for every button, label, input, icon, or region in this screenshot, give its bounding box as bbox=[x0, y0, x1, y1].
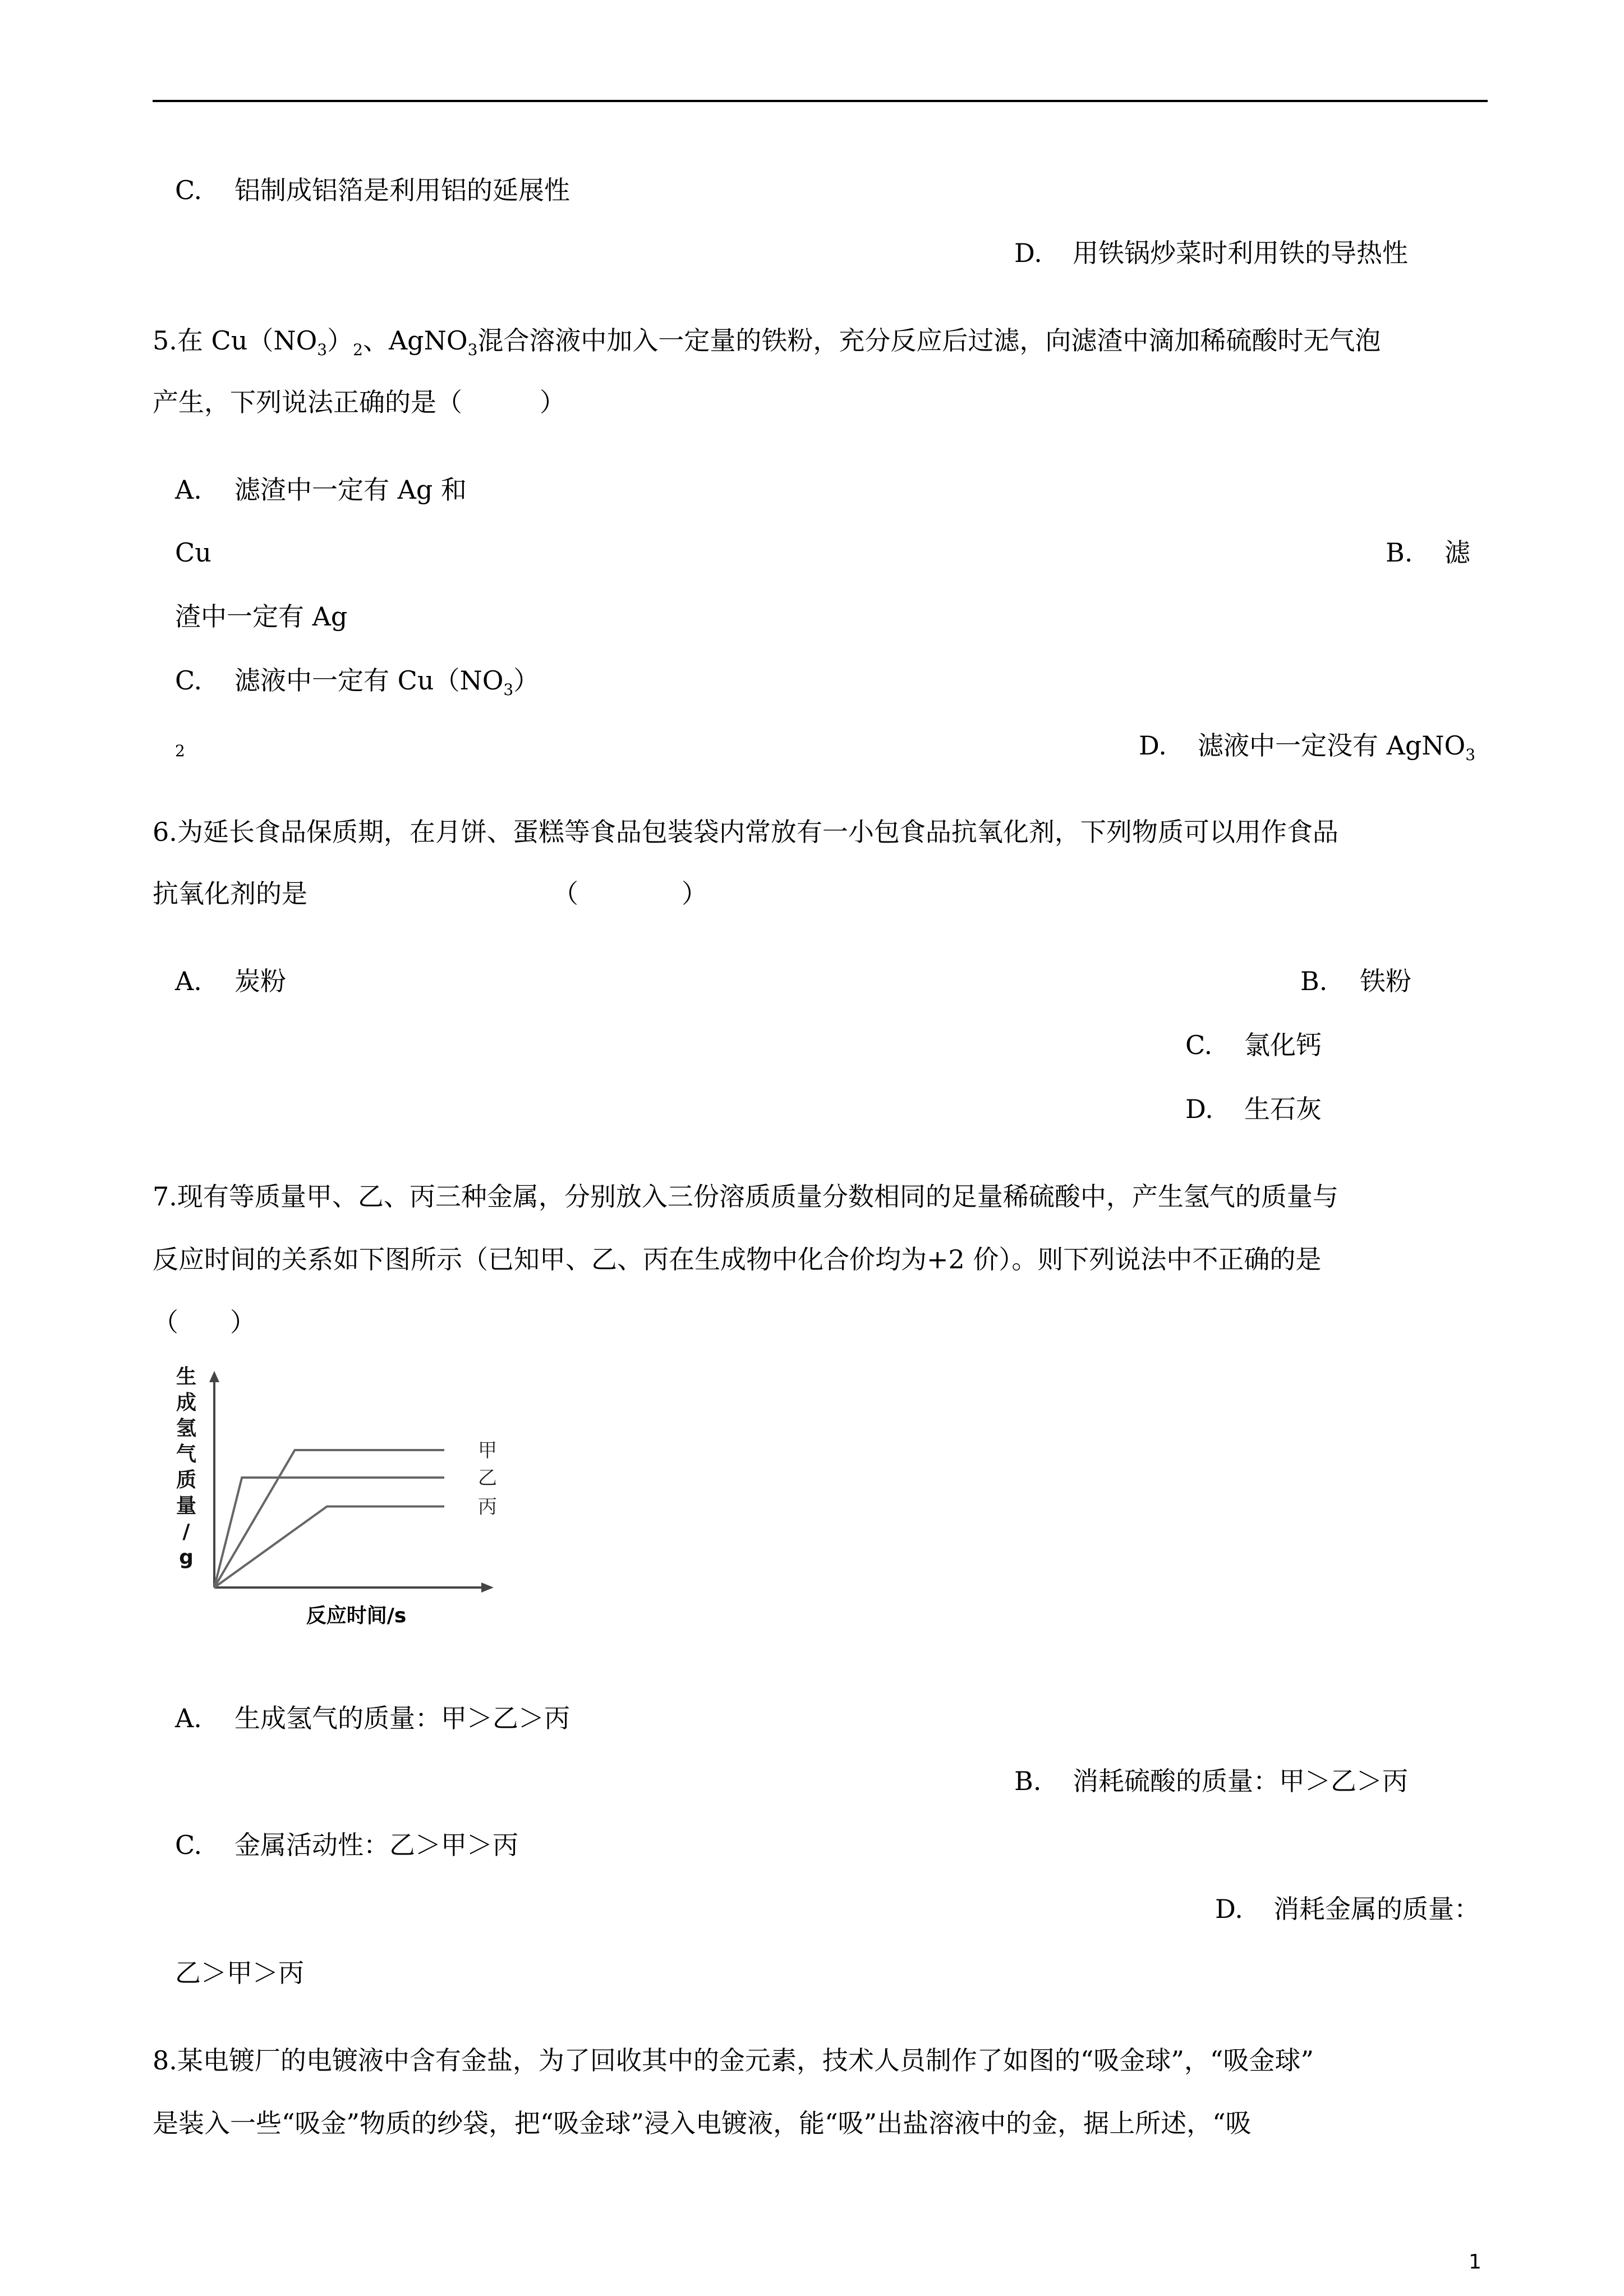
q6-option-d-text: 生石灰 bbox=[1244, 1094, 1322, 1124]
page-number: 1 bbox=[1469, 2251, 1482, 2274]
q7-option-d-text-cont: 乙＞甲＞丙 bbox=[175, 1958, 304, 1988]
q7-option-a-text: 生成氢气的质量：甲＞乙＞丙 bbox=[234, 1703, 570, 1733]
chart-series-label-2: 乙 bbox=[478, 1467, 497, 1489]
q4-option-c-text: 铝制成铝箔是利用铝的延展性 bbox=[234, 175, 570, 205]
q7-option-d-text: 消耗金属的质量： bbox=[1273, 1894, 1480, 1924]
chart-x-axis-arrow bbox=[481, 1582, 494, 1593]
q5-option-a-letter: A. bbox=[175, 475, 202, 505]
chart-series-line-2 bbox=[214, 1478, 444, 1588]
q5-option-b-letter: B. bbox=[1386, 537, 1413, 568]
q5-option-d-text: 滤液中一定没有 AgNO$_3$ bbox=[1198, 730, 1476, 764]
q5-stem-line2: 产生，下列说法正确的是（ ） bbox=[153, 387, 565, 417]
q7-option-b-letter: B. bbox=[1014, 1766, 1042, 1796]
q5-option-b-text: 滤 bbox=[1444, 537, 1470, 568]
chart-y-label-char: 气 bbox=[176, 1443, 197, 1466]
hydrogen-mass-chart bbox=[163, 1363, 522, 1638]
q5-option-a-text: 滤渣中一定有 Ag 和 bbox=[234, 475, 467, 505]
q6-stem-line1: 6.为延长食品保质期，在月饼、蛋糕等食品包装袋内常放有一小包食品抗氧化剂，下列物质可以用作食品 bbox=[153, 817, 1338, 847]
q8-stem-line2: 是装入一些“吸金”物质的纱袋，把“吸金球”浸入电镀液，能“吸”出盐溶液中的金，据上所述，“吸 bbox=[153, 2108, 1252, 2138]
chart-y-label-char: / bbox=[182, 1520, 190, 1543]
q6-option-c-text: 氯化钙 bbox=[1244, 1030, 1322, 1060]
q4-option-c-letter: C. bbox=[175, 175, 203, 205]
q5-stem-line1: 5.在 $Cu(NO_3)_2$、AgNO$_3$混合溶液中加入一定量的铁粉，充分反应后过滤，向滤渣中滴加稀硫酸时无气泡 bbox=[153, 325, 1381, 359]
chart-y-label-char: g bbox=[179, 1546, 194, 1569]
q7-stem-line2: 反应时间的关系如下图所示（已知甲、乙、丙在生成物中化合价均为+2 价）。则下列说法中不正确的是 bbox=[153, 1244, 1322, 1274]
q6-option-c-letter: C. bbox=[1185, 1030, 1213, 1060]
q5-option-d-letter: D. bbox=[1139, 730, 1167, 761]
chart-series-label-3: 丙 bbox=[478, 1496, 497, 1519]
q6-option-b-text: 铁粉 bbox=[1360, 966, 1411, 996]
q7-stem-line3: （ ） bbox=[153, 1307, 256, 1337]
chart-series-label-1: 甲 bbox=[478, 1439, 497, 1462]
q5-option-a-text-cont: Cu bbox=[175, 537, 211, 568]
chart-x-axis-label: 反应时间/s bbox=[306, 1604, 407, 1627]
q6-option-b-letter: B. bbox=[1300, 966, 1328, 996]
chart-y-label-char: 氢 bbox=[176, 1417, 197, 1440]
q7-option-c-text: 金属活动性：乙＞甲＞丙 bbox=[234, 1830, 518, 1860]
q7-option-b-text: 消耗硫酸的质量：甲＞乙＞丙 bbox=[1073, 1766, 1408, 1796]
chart-y-label-char: 生 bbox=[176, 1365, 197, 1388]
q7-option-a-letter: A. bbox=[175, 1703, 202, 1733]
chart-y-axis-arrow bbox=[209, 1371, 219, 1382]
chart-y-label-char: 量 bbox=[176, 1494, 197, 1517]
chart-series-lines bbox=[214, 1450, 444, 1588]
q4-option-d-text: 用铁锅炒菜时利用铁的导热性 bbox=[1073, 238, 1408, 268]
q4-option-d-letter: D. bbox=[1014, 238, 1042, 268]
chart-y-label-char: 成 bbox=[176, 1391, 197, 1414]
q6-option-a-letter: A. bbox=[175, 966, 202, 996]
q8-stem-line1: 8.某电镀厂的电镀液中含有金盐，为了回收其中的金元素，技术人员制作了如图的“吸金球”，“吸金球” bbox=[153, 2045, 1314, 2076]
chart-series-line-1 bbox=[214, 1450, 444, 1588]
q7-option-d-letter: D. bbox=[1215, 1894, 1243, 1924]
q7-option-c-letter: C. bbox=[175, 1830, 203, 1860]
q5-option-c-letter: C. bbox=[175, 665, 203, 696]
q6-option-d-letter: D. bbox=[1185, 1094, 1213, 1124]
q7-stem-line1: 7.现有等质量甲、乙、丙三种金属，分别放入三份溶质质量分数相同的足量稀硫酸中，产生氢气的质量与 bbox=[153, 1181, 1338, 1212]
q6-stem-line2: 抗氧化剂的是 （ ） bbox=[153, 878, 707, 909]
chart-series-labels bbox=[478, 1439, 497, 1518]
q5-option-b-text-cont: 渣中一定有 Ag bbox=[175, 601, 348, 632]
header-rule bbox=[153, 100, 1488, 102]
q5-option-c-subscript: 2 bbox=[175, 742, 185, 760]
q5-option-c-text: 滤液中一定有 $Cu(NO_3)$ bbox=[234, 665, 540, 699]
q6-option-a-text: 炭粉 bbox=[234, 966, 286, 996]
chart-y-label-char: 质 bbox=[176, 1469, 197, 1492]
chart-y-axis-label bbox=[176, 1365, 196, 1569]
chart-series-line-3 bbox=[214, 1506, 444, 1588]
